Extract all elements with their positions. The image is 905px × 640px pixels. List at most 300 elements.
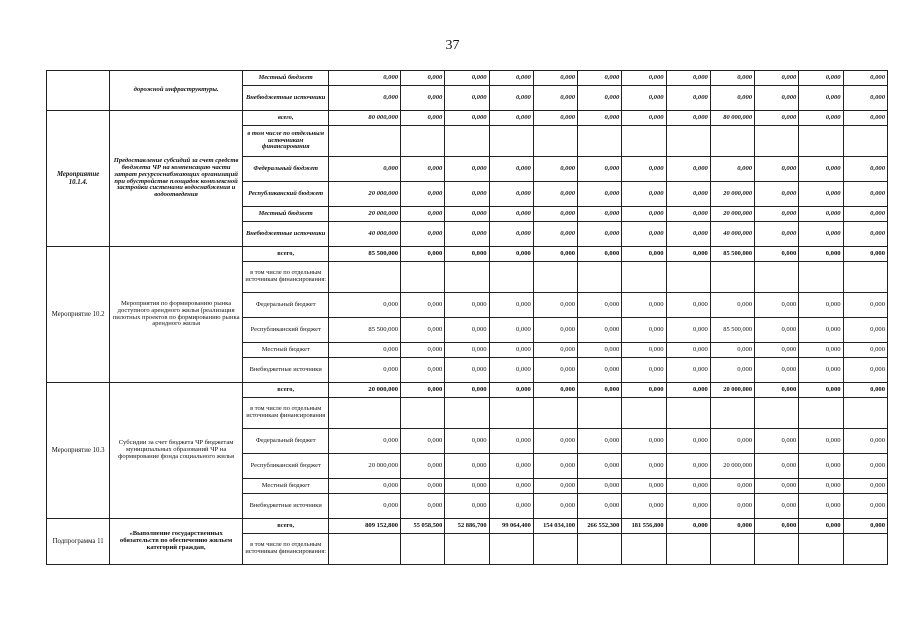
year-value-cell: 0,000 bbox=[755, 71, 799, 86]
year-value-cell: 0,000 bbox=[622, 182, 666, 207]
year-value-cell: 0,000 bbox=[799, 157, 843, 182]
year-value-cell: 0,000 bbox=[578, 157, 622, 182]
funding-source-cell: Внебюджетные источники bbox=[243, 86, 329, 111]
year-value-cell: 0,000 bbox=[843, 383, 887, 398]
empty-cell bbox=[578, 262, 622, 293]
year-value-cell: 0,000 bbox=[799, 111, 843, 126]
funding-source-cell: Республиканский бюджет bbox=[243, 454, 329, 479]
funding-source-cell: Федеральный бюджет bbox=[243, 429, 329, 454]
year-value-cell: 0,000 bbox=[755, 479, 799, 494]
year-value-cell: 0,000 bbox=[489, 207, 533, 222]
year-value-cell: 0,000 bbox=[622, 293, 666, 318]
empty-cell bbox=[445, 126, 489, 157]
empty-cell bbox=[489, 262, 533, 293]
year-value-cell: 0,000 bbox=[489, 247, 533, 262]
table-row bbox=[47, 383, 888, 398]
year-value-cell: 0,000 bbox=[710, 429, 754, 454]
year-value-cell: 0,000 bbox=[843, 222, 887, 247]
year-value-cell: 0,000 bbox=[799, 222, 843, 247]
empty-cell bbox=[533, 534, 577, 565]
year-value-cell: 0,000 bbox=[799, 383, 843, 398]
empty-cell bbox=[489, 126, 533, 157]
year-value-cell: 181 556,800 bbox=[622, 519, 666, 534]
year-value-cell: 0,000 bbox=[843, 358, 887, 383]
year-value-cell: 0,000 bbox=[843, 454, 887, 479]
year-value-cell: 0,000 bbox=[533, 383, 577, 398]
year-value-cell: 0,000 bbox=[533, 157, 577, 182]
year-value-cell: 0,000 bbox=[578, 494, 622, 519]
year-value-cell: 0,000 bbox=[578, 86, 622, 111]
year-value-cell: 0,000 bbox=[843, 479, 887, 494]
year-value-cell: 0,000 bbox=[710, 86, 754, 111]
funding-source-cell: в том числе по отдельным источникам финансирования: bbox=[243, 262, 329, 293]
year-value-cell: 0,000 bbox=[666, 222, 710, 247]
year-value-cell: 0,000 bbox=[843, 343, 887, 358]
table-row bbox=[47, 111, 888, 126]
year-value-cell: 0,000 bbox=[489, 343, 533, 358]
year-value-cell: 0,000 bbox=[445, 222, 489, 247]
program-name-cell: «Выполнение государственных обязательств по обеспечению жильем категорий граждан, bbox=[110, 519, 243, 565]
year-value-cell: 0,000 bbox=[489, 383, 533, 398]
year-value-cell: 0,000 bbox=[843, 182, 887, 207]
total-cell: 85 500,000 bbox=[329, 318, 401, 343]
year-value-cell: 0,000 bbox=[755, 383, 799, 398]
year-value-cell: 0,000 bbox=[401, 247, 445, 262]
year-value-cell: 0,000 bbox=[445, 111, 489, 126]
year-value-cell: 0,000 bbox=[578, 293, 622, 318]
year-value-cell: 0,000 bbox=[666, 293, 710, 318]
empty-cell bbox=[489, 398, 533, 429]
total-cell: 0,000 bbox=[329, 358, 401, 383]
year-value-cell: 0,000 bbox=[401, 157, 445, 182]
year-value-cell: 0,000 bbox=[666, 111, 710, 126]
empty-cell bbox=[755, 534, 799, 565]
year-value-cell: 0,000 bbox=[799, 479, 843, 494]
year-value-cell: 0,000 bbox=[445, 318, 489, 343]
year-value-cell: 0,000 bbox=[622, 429, 666, 454]
empty-cell bbox=[843, 262, 887, 293]
year-value-cell: 0,000 bbox=[533, 429, 577, 454]
empty-cell bbox=[329, 398, 401, 429]
empty-cell bbox=[401, 534, 445, 565]
funding-source-cell: Внебюджетные источники bbox=[243, 494, 329, 519]
budget-table bbox=[46, 70, 888, 565]
funding-source-cell: всего, bbox=[243, 111, 329, 126]
year-value-cell: 0,000 bbox=[489, 479, 533, 494]
program-name-cell: Субсидии за счет бюджета ЧР бюджетам муниципальных образований ЧР на формирование фонда социального жилья bbox=[110, 383, 243, 519]
year-value-cell: 40 000,000 bbox=[710, 222, 754, 247]
year-value-cell: 0,000 bbox=[755, 207, 799, 222]
page-number: 37 bbox=[445, 38, 460, 53]
year-value-cell: 0,000 bbox=[622, 358, 666, 383]
year-value-cell: 0,000 bbox=[533, 494, 577, 519]
year-value-cell: 0,000 bbox=[755, 429, 799, 454]
funding-source-cell: Республиканский бюджет bbox=[243, 182, 329, 207]
year-value-cell: 0,000 bbox=[622, 454, 666, 479]
year-value-cell: 0,000 bbox=[622, 247, 666, 262]
year-value-cell: 0,000 bbox=[533, 454, 577, 479]
year-value-cell: 0,000 bbox=[843, 71, 887, 86]
year-value-cell: 0,000 bbox=[799, 247, 843, 262]
year-value-cell: 0,000 bbox=[666, 343, 710, 358]
year-value-cell: 0,000 bbox=[666, 383, 710, 398]
year-value-cell: 0,000 bbox=[799, 86, 843, 111]
year-value-cell: 20 000,000 bbox=[710, 383, 754, 398]
year-value-cell: 0,000 bbox=[666, 494, 710, 519]
empty-cell bbox=[799, 534, 843, 565]
year-value-cell: 0,000 bbox=[533, 358, 577, 383]
year-value-cell: 0,000 bbox=[489, 157, 533, 182]
year-value-cell: 0,000 bbox=[401, 318, 445, 343]
year-value-cell: 0,000 bbox=[445, 71, 489, 86]
year-value-cell: 0,000 bbox=[710, 494, 754, 519]
year-value-cell: 0,000 bbox=[401, 182, 445, 207]
empty-cell bbox=[533, 262, 577, 293]
empty-cell bbox=[666, 262, 710, 293]
year-value-cell: 0,000 bbox=[489, 494, 533, 519]
empty-cell bbox=[710, 262, 754, 293]
year-value-cell: 0,000 bbox=[755, 293, 799, 318]
year-value-cell: 0,000 bbox=[666, 318, 710, 343]
year-value-cell: 0,000 bbox=[401, 479, 445, 494]
total-cell: 20 000,000 bbox=[329, 182, 401, 207]
empty-cell bbox=[666, 398, 710, 429]
program-id-cell: Мероприятие 10.1.4. bbox=[47, 111, 110, 247]
total-cell: 85 500,000 bbox=[329, 247, 401, 262]
empty-cell bbox=[622, 398, 666, 429]
funding-source-cell: Местный бюджет bbox=[243, 479, 329, 494]
year-value-cell: 0,000 bbox=[666, 479, 710, 494]
year-value-cell: 0,000 bbox=[666, 454, 710, 479]
year-value-cell: 0,000 bbox=[445, 157, 489, 182]
year-value-cell: 0,000 bbox=[578, 343, 622, 358]
empty-cell bbox=[578, 126, 622, 157]
year-value-cell: 0,000 bbox=[666, 207, 710, 222]
year-value-cell: 0,000 bbox=[710, 358, 754, 383]
empty-cell bbox=[329, 126, 401, 157]
year-value-cell: 0,000 bbox=[489, 111, 533, 126]
empty-cell bbox=[710, 126, 754, 157]
funding-source-cell: Местный бюджет bbox=[243, 207, 329, 222]
empty-cell bbox=[755, 398, 799, 429]
year-value-cell: 0,000 bbox=[622, 383, 666, 398]
program-name-cell: Предоставление субсидий за счет средств бюджета ЧР на компенсацию части затрат ресурсоснабжающих организаций при обустройстве площадок комплексной застройки системами водоснабжения и водоотведения bbox=[110, 111, 243, 247]
total-cell: 80 000,000 bbox=[329, 111, 401, 126]
year-value-cell: 0,000 bbox=[489, 293, 533, 318]
year-value-cell: 0,000 bbox=[843, 157, 887, 182]
year-value-cell: 0,000 bbox=[755, 519, 799, 534]
year-value-cell: 0,000 bbox=[578, 383, 622, 398]
year-value-cell: 0,000 bbox=[445, 429, 489, 454]
year-value-cell: 0,000 bbox=[533, 111, 577, 126]
year-value-cell: 0,000 bbox=[755, 247, 799, 262]
year-value-cell: 0,000 bbox=[710, 479, 754, 494]
year-value-cell: 0,000 bbox=[843, 429, 887, 454]
year-value-cell: 0,000 bbox=[799, 182, 843, 207]
year-value-cell: 0,000 bbox=[401, 111, 445, 126]
year-value-cell: 0,000 bbox=[401, 494, 445, 519]
year-value-cell: 0,000 bbox=[799, 429, 843, 454]
year-value-cell: 0,000 bbox=[666, 182, 710, 207]
empty-cell bbox=[666, 126, 710, 157]
year-value-cell: 0,000 bbox=[843, 519, 887, 534]
year-value-cell: 0,000 bbox=[799, 207, 843, 222]
funding-source-cell: Местный бюджет bbox=[243, 71, 329, 86]
year-value-cell: 85 500,000 bbox=[710, 247, 754, 262]
year-value-cell: 0,000 bbox=[666, 429, 710, 454]
year-value-cell: 0,000 bbox=[843, 111, 887, 126]
empty-cell bbox=[755, 126, 799, 157]
year-value-cell: 0,000 bbox=[445, 86, 489, 111]
year-value-cell: 0,000 bbox=[622, 343, 666, 358]
year-value-cell: 0,000 bbox=[622, 222, 666, 247]
funding-source-cell: всего, bbox=[243, 519, 329, 534]
year-value-cell: 0,000 bbox=[445, 479, 489, 494]
year-value-cell: 0,000 bbox=[666, 86, 710, 111]
year-value-cell: 0,000 bbox=[578, 71, 622, 86]
total-cell: 20 000,000 bbox=[329, 207, 401, 222]
year-value-cell: 0,000 bbox=[578, 207, 622, 222]
empty-cell bbox=[489, 534, 533, 565]
year-value-cell: 0,000 bbox=[533, 343, 577, 358]
year-value-cell: 0,000 bbox=[578, 111, 622, 126]
total-cell: 0,000 bbox=[329, 494, 401, 519]
year-value-cell: 55 058,500 bbox=[401, 519, 445, 534]
empty-cell bbox=[401, 126, 445, 157]
year-value-cell: 0,000 bbox=[533, 247, 577, 262]
year-value-cell: 20 000,000 bbox=[710, 182, 754, 207]
year-value-cell: 0,000 bbox=[533, 86, 577, 111]
year-value-cell: 99 064,400 bbox=[489, 519, 533, 534]
year-value-cell: 0,000 bbox=[710, 157, 754, 182]
total-cell: 0,000 bbox=[329, 86, 401, 111]
year-value-cell: 0,000 bbox=[445, 343, 489, 358]
funding-source-cell: в том числе по отдельным источникам финансирования bbox=[243, 398, 329, 429]
year-value-cell: 0,000 bbox=[401, 207, 445, 222]
year-value-cell: 20 000,000 bbox=[710, 207, 754, 222]
year-value-cell: 0,000 bbox=[799, 454, 843, 479]
year-value-cell: 0,000 bbox=[489, 454, 533, 479]
total-cell: 0,000 bbox=[329, 293, 401, 318]
year-value-cell: 0,000 bbox=[755, 182, 799, 207]
year-value-cell: 0,000 bbox=[622, 494, 666, 519]
program-id-cell bbox=[47, 71, 110, 111]
year-value-cell: 0,000 bbox=[578, 454, 622, 479]
empty-cell bbox=[401, 398, 445, 429]
empty-cell bbox=[666, 534, 710, 565]
empty-cell bbox=[578, 534, 622, 565]
year-value-cell: 0,000 bbox=[489, 358, 533, 383]
year-value-cell: 0,000 bbox=[445, 247, 489, 262]
funding-source-cell: Внебюджетные источники bbox=[243, 358, 329, 383]
year-value-cell: 266 552,300 bbox=[578, 519, 622, 534]
year-value-cell: 0,000 bbox=[755, 454, 799, 479]
year-value-cell: 20 000,000 bbox=[710, 454, 754, 479]
year-value-cell: 0,000 bbox=[401, 343, 445, 358]
funding-source-cell: Федеральный бюджет bbox=[243, 157, 329, 182]
year-value-cell: 0,000 bbox=[445, 494, 489, 519]
year-value-cell: 0,000 bbox=[843, 494, 887, 519]
year-value-cell: 52 886,700 bbox=[445, 519, 489, 534]
year-value-cell: 0,000 bbox=[799, 318, 843, 343]
year-value-cell: 0,000 bbox=[666, 157, 710, 182]
total-cell: 20 000,000 bbox=[329, 383, 401, 398]
year-value-cell: 0,000 bbox=[445, 293, 489, 318]
empty-cell bbox=[533, 126, 577, 157]
year-value-cell: 0,000 bbox=[578, 429, 622, 454]
funding-source-cell: Местный бюджет bbox=[243, 343, 329, 358]
year-value-cell: 0,000 bbox=[799, 293, 843, 318]
funding-source-cell: Республиканский бюджет bbox=[243, 318, 329, 343]
total-cell: 0,000 bbox=[329, 71, 401, 86]
empty-cell bbox=[445, 398, 489, 429]
year-value-cell: 0,000 bbox=[445, 182, 489, 207]
empty-cell bbox=[799, 398, 843, 429]
year-value-cell: 0,000 bbox=[622, 111, 666, 126]
year-value-cell: 0,000 bbox=[755, 111, 799, 126]
program-id-cell: Мероприятие 10.3 bbox=[47, 383, 110, 519]
year-value-cell: 0,000 bbox=[401, 293, 445, 318]
year-value-cell: 0,000 bbox=[843, 86, 887, 111]
year-value-cell: 0,000 bbox=[622, 207, 666, 222]
year-value-cell: 0,000 bbox=[666, 519, 710, 534]
empty-cell bbox=[710, 534, 754, 565]
year-value-cell: 0,000 bbox=[533, 222, 577, 247]
year-value-cell: 0,000 bbox=[445, 454, 489, 479]
empty-cell bbox=[799, 262, 843, 293]
year-value-cell: 0,000 bbox=[533, 318, 577, 343]
year-value-cell: 0,000 bbox=[799, 494, 843, 519]
year-value-cell: 0,000 bbox=[799, 343, 843, 358]
table-row bbox=[47, 519, 888, 534]
year-value-cell: 0,000 bbox=[799, 519, 843, 534]
funding-source-cell: Федеральный бюджет bbox=[243, 293, 329, 318]
funding-source-cell: в том числе по отдельным источникам финансирования bbox=[243, 126, 329, 157]
year-value-cell: 0,000 bbox=[578, 247, 622, 262]
year-value-cell: 0,000 bbox=[578, 222, 622, 247]
year-value-cell: 0,000 bbox=[401, 383, 445, 398]
year-value-cell: 0,000 bbox=[401, 358, 445, 383]
year-value-cell: 0,000 bbox=[666, 71, 710, 86]
funding-source-cell: всего, bbox=[243, 383, 329, 398]
year-value-cell: 0,000 bbox=[755, 358, 799, 383]
program-id-cell: Мероприятие 10.2 bbox=[47, 247, 110, 383]
table-row bbox=[47, 71, 888, 86]
year-value-cell: 0,000 bbox=[578, 479, 622, 494]
year-value-cell: 0,000 bbox=[445, 207, 489, 222]
year-value-cell: 0,000 bbox=[666, 358, 710, 383]
funding-source-cell: в том числе по отдельным источникам финансирования: bbox=[243, 534, 329, 565]
year-value-cell: 0,000 bbox=[533, 479, 577, 494]
table-row bbox=[47, 247, 888, 262]
year-value-cell: 0,000 bbox=[401, 86, 445, 111]
year-value-cell: 0,000 bbox=[622, 157, 666, 182]
empty-cell bbox=[843, 534, 887, 565]
program-id-cell: Подпрограмма 11 bbox=[47, 519, 110, 565]
year-value-cell: 0,000 bbox=[533, 182, 577, 207]
year-value-cell: 0,000 bbox=[578, 358, 622, 383]
empty-cell bbox=[445, 262, 489, 293]
year-value-cell: 0,000 bbox=[622, 479, 666, 494]
year-value-cell: 0,000 bbox=[755, 86, 799, 111]
program-name-cell: дорожной инфраструктуры. bbox=[110, 71, 243, 111]
total-cell: 0,000 bbox=[329, 343, 401, 358]
year-value-cell: 0,000 bbox=[755, 343, 799, 358]
empty-cell bbox=[578, 398, 622, 429]
empty-cell bbox=[445, 534, 489, 565]
year-value-cell: 0,000 bbox=[578, 318, 622, 343]
total-cell: 0,000 bbox=[329, 157, 401, 182]
total-cell: 20 000,000 bbox=[329, 454, 401, 479]
total-cell: 40 000,000 bbox=[329, 222, 401, 247]
year-value-cell: 0,000 bbox=[489, 71, 533, 86]
year-value-cell: 0,000 bbox=[843, 293, 887, 318]
program-name-cell: Мероприятия по формированию рынка доступного арендного жилья (реализация пилотных проектов по формированию рынка арендного жилья bbox=[110, 247, 243, 383]
year-value-cell: 0,000 bbox=[445, 383, 489, 398]
funding-source-cell: Внебюджетные источники bbox=[243, 222, 329, 247]
funding-source-cell: всего, bbox=[243, 247, 329, 262]
year-value-cell: 0,000 bbox=[799, 358, 843, 383]
year-value-cell: 80 000,000 bbox=[710, 111, 754, 126]
year-value-cell: 0,000 bbox=[755, 318, 799, 343]
year-value-cell: 0,000 bbox=[755, 494, 799, 519]
year-value-cell: 0,000 bbox=[489, 182, 533, 207]
total-cell: 0,000 bbox=[329, 429, 401, 454]
year-value-cell: 85 500,000 bbox=[710, 318, 754, 343]
year-value-cell: 0,000 bbox=[799, 71, 843, 86]
year-value-cell: 0,000 bbox=[843, 207, 887, 222]
empty-cell bbox=[622, 262, 666, 293]
year-value-cell: 0,000 bbox=[666, 247, 710, 262]
empty-cell bbox=[799, 126, 843, 157]
year-value-cell: 0,000 bbox=[710, 343, 754, 358]
empty-cell bbox=[329, 262, 401, 293]
year-value-cell: 0,000 bbox=[622, 318, 666, 343]
empty-cell bbox=[533, 398, 577, 429]
year-value-cell: 0,000 bbox=[710, 519, 754, 534]
year-value-cell: 0,000 bbox=[755, 157, 799, 182]
empty-cell bbox=[622, 534, 666, 565]
year-value-cell: 0,000 bbox=[489, 318, 533, 343]
empty-cell bbox=[710, 398, 754, 429]
empty-cell bbox=[755, 262, 799, 293]
year-value-cell: 0,000 bbox=[710, 293, 754, 318]
year-value-cell: 0,000 bbox=[533, 71, 577, 86]
year-value-cell: 0,000 bbox=[401, 222, 445, 247]
year-value-cell: 0,000 bbox=[445, 358, 489, 383]
empty-cell bbox=[401, 262, 445, 293]
year-value-cell: 0,000 bbox=[578, 182, 622, 207]
year-value-cell: 0,000 bbox=[622, 86, 666, 111]
empty-cell bbox=[622, 126, 666, 157]
year-value-cell: 0,000 bbox=[843, 247, 887, 262]
year-value-cell: 0,000 bbox=[401, 71, 445, 86]
empty-cell bbox=[843, 398, 887, 429]
year-value-cell: 0,000 bbox=[489, 429, 533, 454]
year-value-cell: 0,000 bbox=[533, 293, 577, 318]
year-value-cell: 0,000 bbox=[533, 207, 577, 222]
empty-cell bbox=[329, 534, 401, 565]
year-value-cell: 0,000 bbox=[489, 222, 533, 247]
total-cell: 0,000 bbox=[329, 479, 401, 494]
year-value-cell: 0,000 bbox=[401, 454, 445, 479]
empty-cell bbox=[843, 126, 887, 157]
year-value-cell: 154 034,100 bbox=[533, 519, 577, 534]
year-value-cell: 0,000 bbox=[489, 86, 533, 111]
year-value-cell: 0,000 bbox=[401, 429, 445, 454]
total-cell: 809 152,800 bbox=[329, 519, 401, 534]
year-value-cell: 0,000 bbox=[843, 318, 887, 343]
